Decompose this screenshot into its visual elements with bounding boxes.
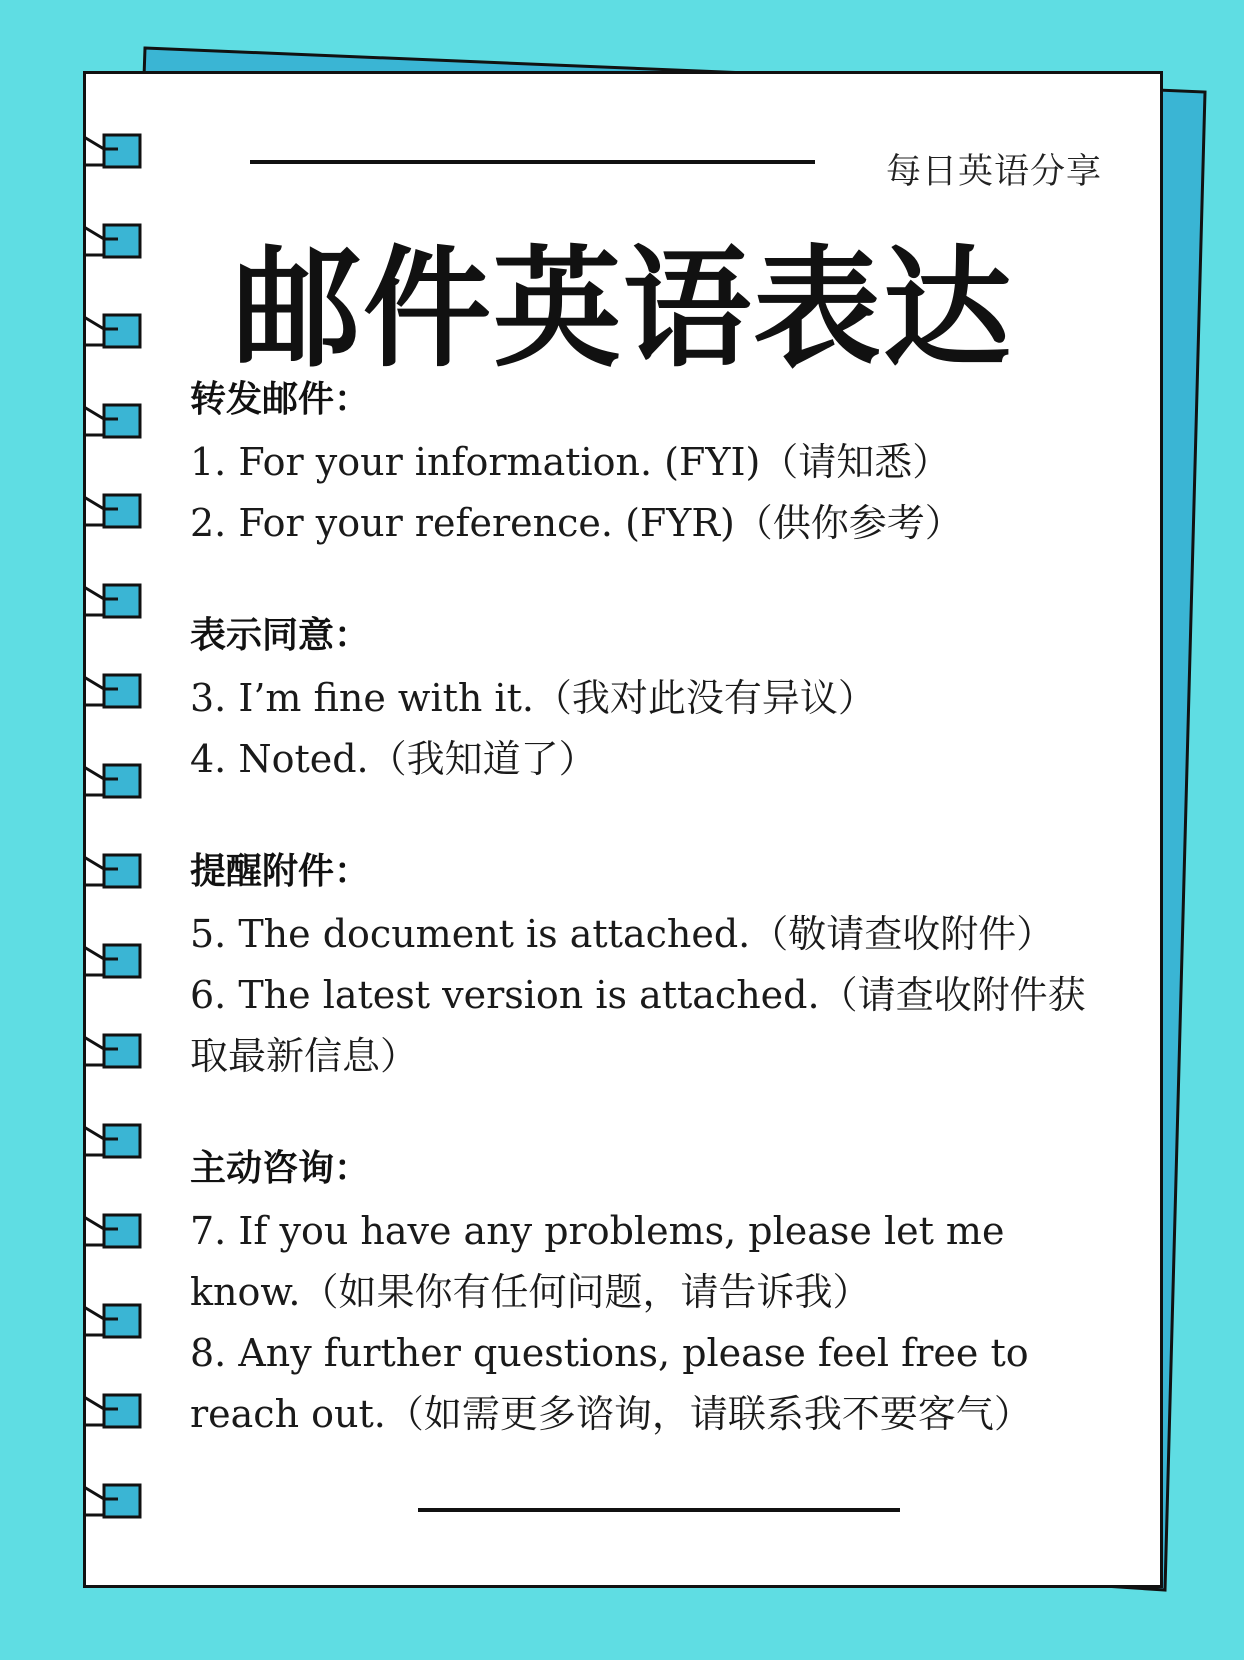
notebook-page [83,71,1163,1588]
section-title: 主动咨询： [190,1148,371,1189]
tagline: 每日英语分享 [885,152,1102,192]
section-attachment [190,846,1120,1087]
list-item: 6. The latest version is attached.（请查收附件获取最新信息） [190,973,1086,1078]
list-item: 8. Any further questions, please feel free to reach out.（如需更多谘询，请联系我不要客气） [190,1331,1032,1436]
list-item: 3. I’m fine with it.（我对此没有异议） [190,676,876,720]
section-title: 转发邮件： [190,379,371,420]
section-title: 提醒附件： [190,851,371,892]
page-title: 邮件英语表达 [232,233,1013,386]
section-agreement [190,610,1120,790]
section-title: 表示同意： [190,615,371,656]
top-rule [250,160,815,164]
list-item: 7. If you have any problems, please let me know.（如果你有任何问题，请告诉我） [190,1209,1005,1314]
section-inquiry [190,1143,1120,1445]
list-item: 5. The document is attached.（敬请查收附件） [190,912,1055,956]
section-forward-email [190,374,1120,554]
list-item: 4. Noted.（我知道了） [190,737,597,781]
bottom-rule [418,1508,900,1512]
list-item: 2. For your reference. (FYR)（供你参考） [190,501,963,545]
list-item: 1. For your information. (FYI)（请知悉） [190,440,951,484]
content [190,374,1120,1501]
